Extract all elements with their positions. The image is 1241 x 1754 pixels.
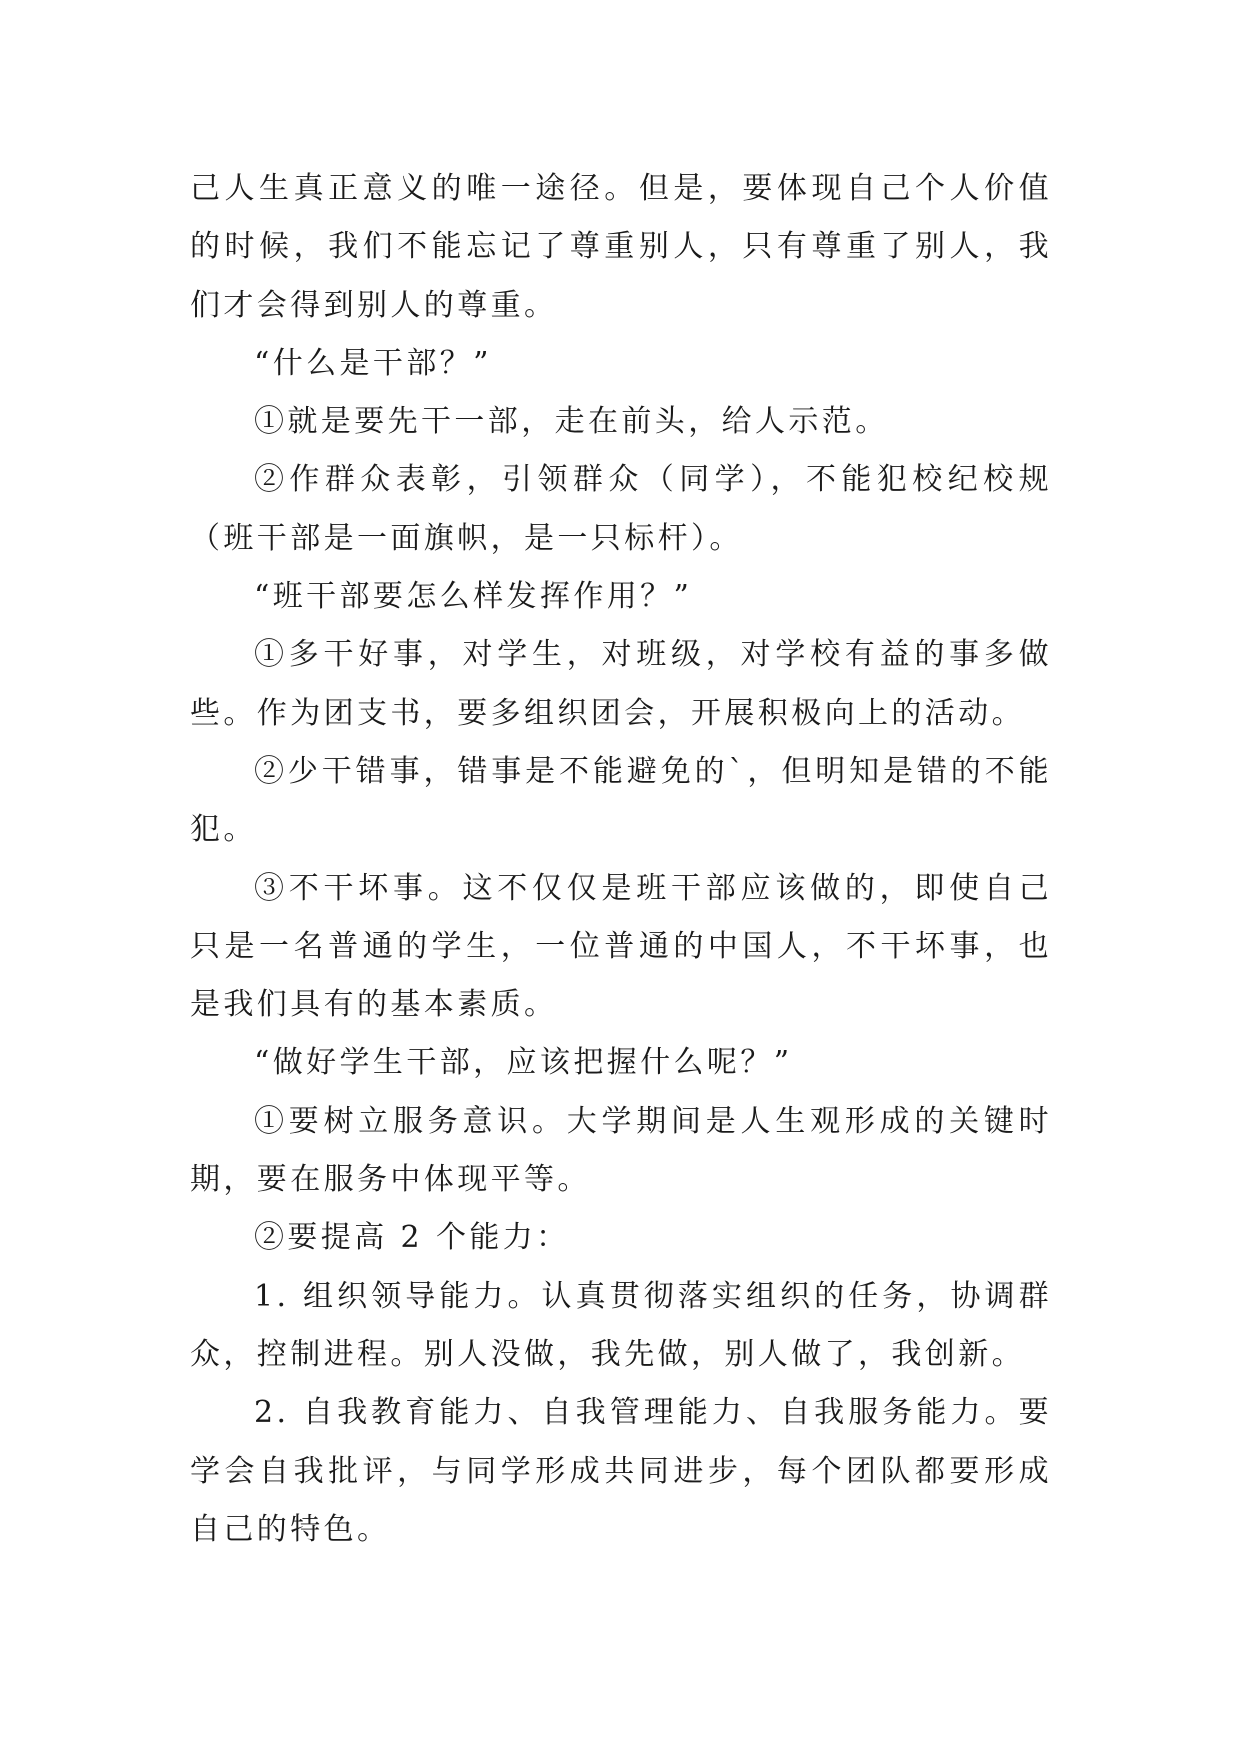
sub-item-2: 2. 自我教育能力、自我管理能力、自我服务能力。要学会自我批评，与同学形成共同进步，每个团队都要形成自己的特色。 [190, 1395, 1052, 1547]
list-item-3: ③不干坏事。这不仅仅是班干部应该做的，即使自己只是一名普通的学生，一位普通的中国人，不干坏事，也是我们具有的基本素质。 [190, 870, 1052, 1023]
question-heading-what-to-grasp: “做好学生干部，应该把握什么呢？” [254, 1045, 793, 1081]
paragraph-continuation: 己人生真正意义的唯一途径。但是，要体现自己个人价值的时候，我们不能忘记了尊重别人，只有尊重了别人，我们才会得到别人的尊重。 [190, 171, 1052, 323]
list-item-1: ①要树立服务意识。大学期间是人生观形成的关键时期，要在服务中体现平等。 [190, 1103, 1052, 1198]
list-item-2: ②少干错事，错事是不能避免的`，但明知是错的不能犯。 [190, 753, 1052, 848]
question-heading-how-to-play-role: “班干部要怎么样发挥作用？” [254, 579, 693, 615]
list-item-1: ①多干好事，对学生，对班级，对学校有益的事多做些。作为团支书，要多组织团会，开展积极向上的活动。 [190, 637, 1052, 731]
list-item-1: ①就是要先干一部，走在前头，给人示范。 [254, 404, 889, 440]
question-heading-what-is-cadre: “什么是干部？” [254, 345, 492, 381]
list-item-2: ②要提高 2 个能力： [254, 1220, 570, 1256]
sub-item-1: 1. 组织领导能力。认真贯彻落实组织的任务，协调群众，控制进程。别人没做，我先做，别人做了，我创新。 [190, 1278, 1052, 1372]
list-item-2: ②作群众表彰，引领群众（同学），不能犯校纪校规（班干部是一面旗帜，是一只标杆）。 [190, 462, 1052, 556]
document-page [190, 160, 1052, 1559]
